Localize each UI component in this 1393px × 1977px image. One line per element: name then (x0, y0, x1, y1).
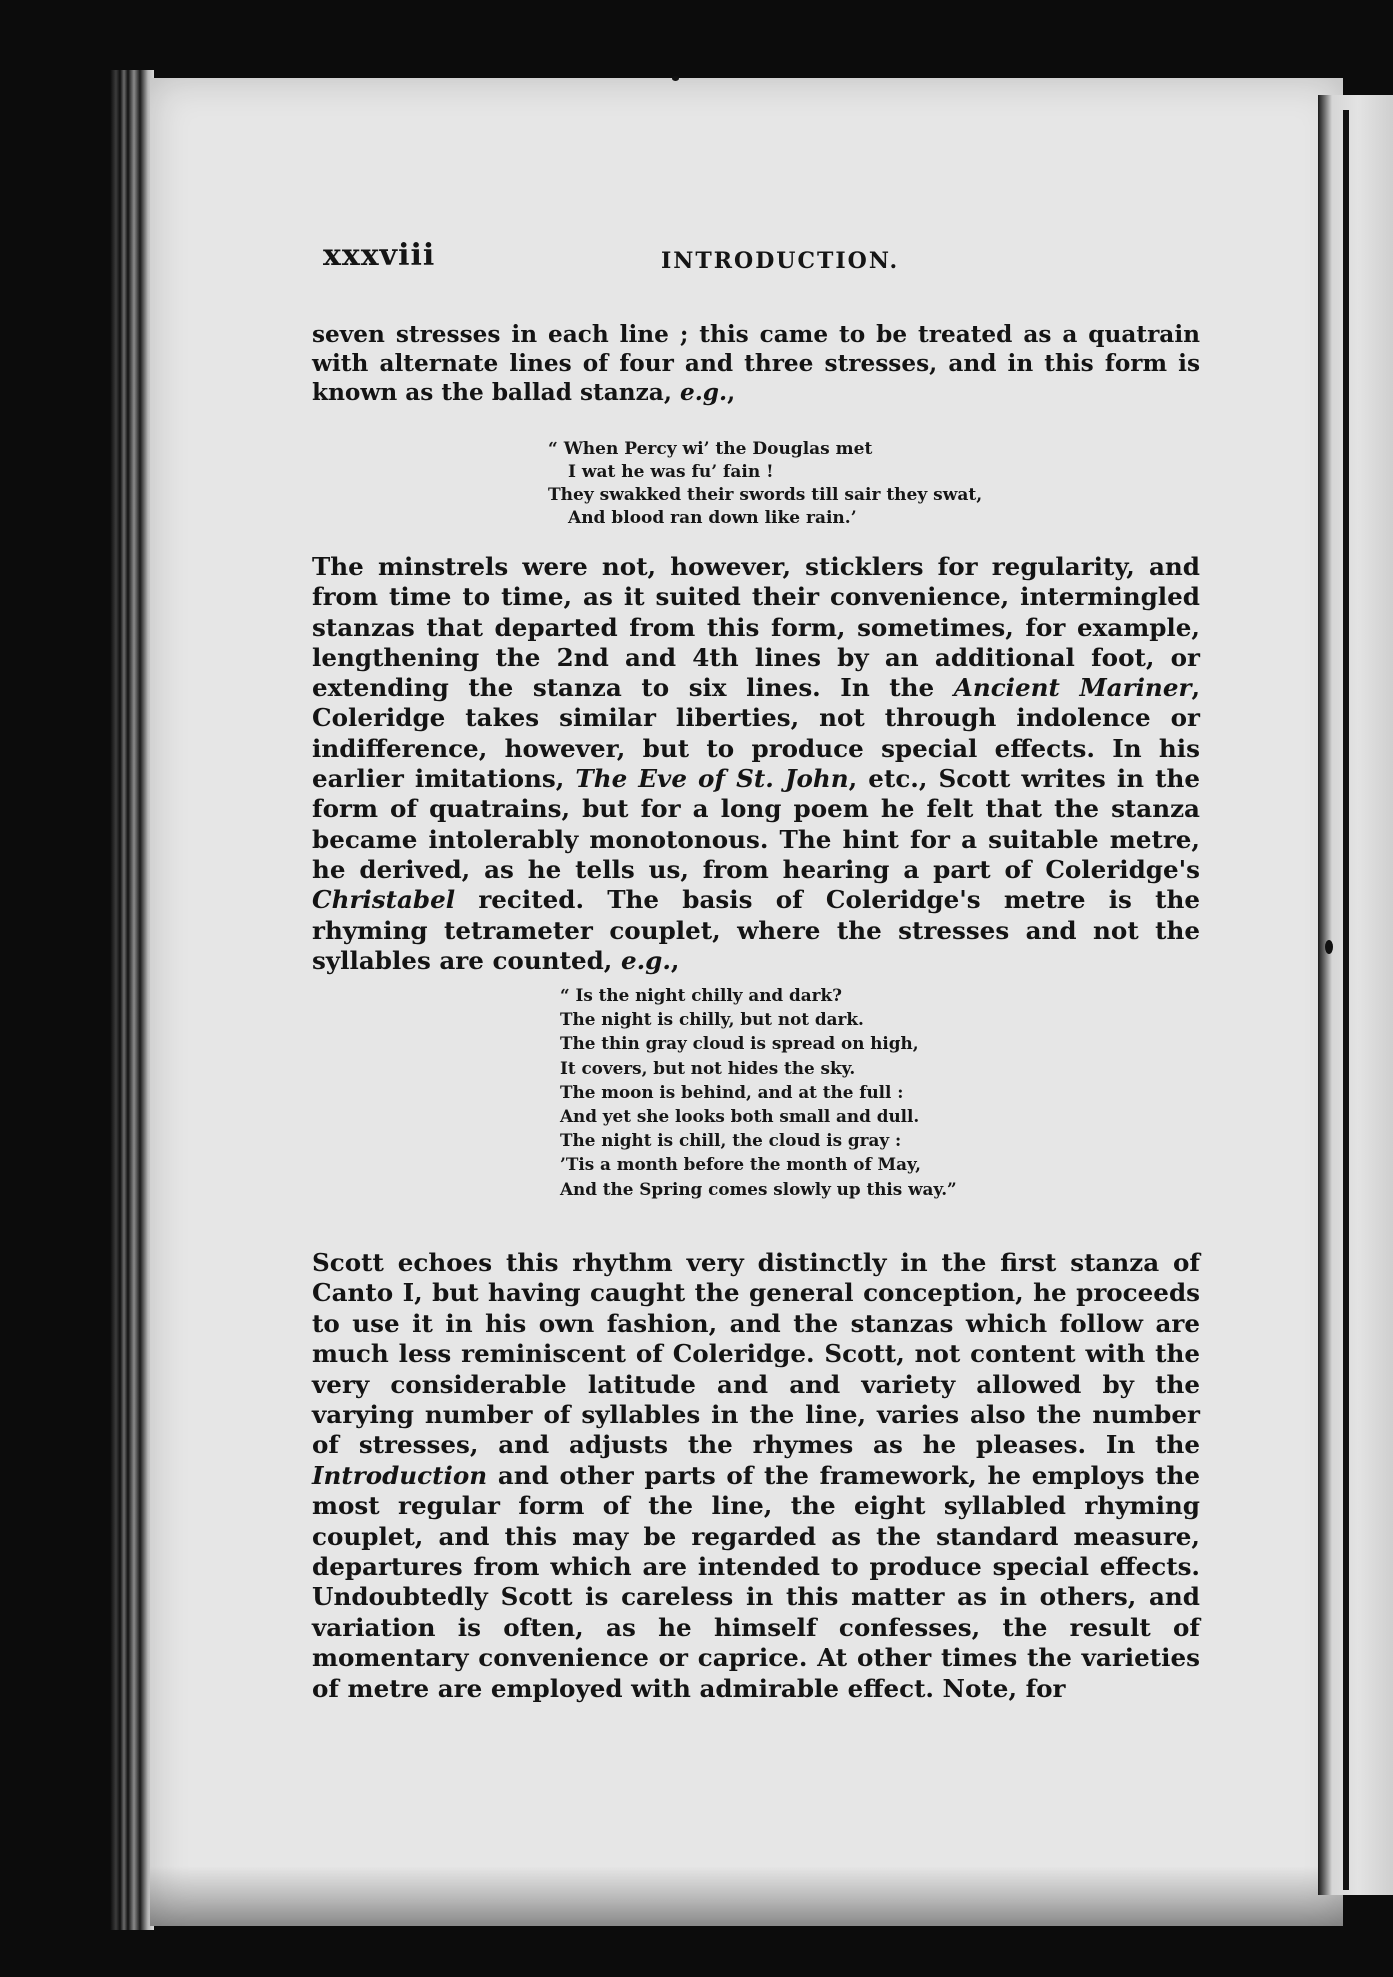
book-gutter (110, 70, 154, 1930)
verse-line: It covers, but not hides the sky. (560, 1057, 856, 1078)
paragraph-1-text: seven stresses in each line ; this came to be treated as a quatrain with alternate lines of four and three stresses, and in this form is known as the ballad stanza, (312, 321, 1200, 406)
title-christabel: Christabel (312, 885, 456, 915)
dust-speck (1325, 940, 1333, 954)
paragraph-2-text: , Coleridge takes similar liberties, not through indolence or indifference, however, but to produce special effects. In his earlier imitations, (312, 673, 1200, 794)
title-eve-of-st-john: The Eve of St. John (575, 764, 849, 794)
paragraph-2-text: The minstrels were not, however, sticklers for regularity, and from time to time, as it suited their convenience, intermingled stanzas that departed from this form, sometimes, for example, lengthening the 2nd and 4th lines by an additional foot, or extending the stanza to six lines. In the (312, 552, 1200, 703)
running-title: INTRODUCTION. (661, 248, 900, 274)
verse-line: The night is chill, the cloud is gray : (560, 1130, 902, 1151)
verse-line: And yet she looks both small and dull. (560, 1106, 920, 1127)
verse-line: They swakked their swords till sair they swat, (548, 485, 983, 505)
ballad-quotation (548, 438, 982, 530)
verse-line: “ When Percy wi’ the Douglas met (548, 439, 873, 459)
paragraph-1-end: , (727, 379, 736, 406)
paragraph-1-eg: e.g. (679, 379, 728, 406)
verse-line: ’Tis a month before the month of May, (560, 1154, 921, 1175)
paragraph-3-text: Scott echoes this rhythm very distinctly in the first stanza of Canto I, but having caught the general conception, he proceeds to use it in his own fashion, and the stanzas which follow are much less reminiscent of Coleridge. Scott, not content with the very considerable latitude and and variety allowed by the varying number of syllables in the line, varies also the number of stresses, and adjusts the rhymes as he pleases. In the (312, 1248, 1200, 1460)
paragraph-2-end: , (670, 945, 680, 975)
running-head (323, 238, 1203, 278)
verse-line: I wat he was fu’ fain ! (568, 462, 774, 482)
paragraph-2-text: , etc., Scott writes in the form of quatrains, but for a long poem he felt that the stanza became intolerably monotonous. The hint for a suitable metre, he derived, as he tells us, from hearing a part of Coleridge's (312, 764, 1201, 884)
dust-speck (672, 76, 679, 81)
verse-line: And blood ran down like rain.’ (568, 508, 857, 528)
paragraph-2-eg: e.g. (620, 945, 671, 975)
paragraph-2 (312, 552, 1200, 976)
title-introduction: Introduction (312, 1460, 488, 1490)
paragraph-3 (312, 1248, 1200, 1704)
verse-line: “ Is the night chilly and dark? (560, 985, 842, 1005)
christabel-quotation (560, 983, 957, 1201)
verse-line: The moon is behind, and at the full : (560, 1081, 904, 1102)
page-edge-shadow (1343, 110, 1349, 1890)
verse-line: And the Spring comes slowly up this way.” (560, 1178, 957, 1199)
paragraph-2-text: recited. The basis of Coleridge's metre is the rhyming tetrameter couplet, where the stresses and not the syllables are counted, (312, 885, 1200, 975)
paragraph-3-text: and other parts of the framework, he employs the most regular form of the line, the eight syllabled rhyming couplet, and this may be regarded as the standard measure, departures from which are intended to produce special effects. Undoubtedly Scott is careless in this matter as in others, and variation is often, as he himself confesses, the result of momentary convenience or caprice. At other times the varieties of metre are employed with admirable effect. Note, for (312, 1460, 1200, 1703)
page-number: xxxviii (323, 238, 436, 273)
verse-line: The thin gray cloud is spread on high, (560, 1033, 919, 1054)
verse-line: The night is chilly, but not dark. (560, 1009, 864, 1030)
paragraph-1 (312, 320, 1200, 407)
title-ancient-mariner: Ancient Mariner (953, 673, 1192, 703)
facing-page-edge (1318, 95, 1393, 1895)
